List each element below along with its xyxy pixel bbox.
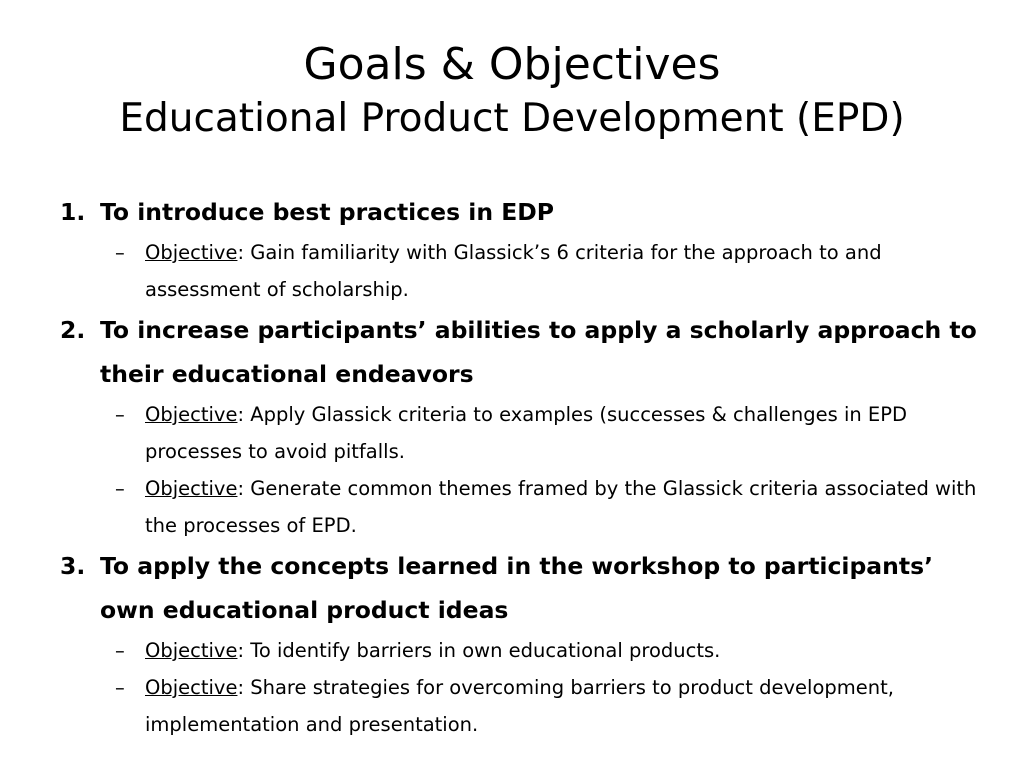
goal-item-2 [60, 308, 995, 396]
dash-bullet: – [115, 403, 125, 426]
objective-item [115, 234, 995, 308]
goal-text: To introduce best practices in EDP [100, 198, 555, 226]
objective-item [115, 396, 995, 470]
goal-number: 3. [60, 552, 86, 580]
slide-subtitle: Educational Product Development (EPD) [119, 96, 905, 141]
objective-item [115, 669, 995, 743]
dash-bullet: – [115, 241, 125, 264]
goal-number: 2. [60, 316, 86, 344]
dash-bullet: – [115, 639, 125, 662]
goal-number: 1. [60, 198, 86, 226]
objective-text: : Apply Glassick criteria to examples (successes & challenges in EPD processes to avoid pitfalls. [145, 403, 908, 463]
objective-item [115, 470, 995, 544]
objective-label: Objective [145, 639, 238, 662]
goal-text: To apply the concepts learned in the workshop to participants’ own educational product ideas [100, 552, 934, 624]
goal-item-3 [60, 544, 995, 632]
dash-bullet: – [115, 676, 125, 699]
goal-item-1 [60, 190, 995, 234]
goal-text: To increase participants’ abilities to apply a scholarly approach to their educational endeavors [100, 316, 977, 388]
objective-item [115, 632, 995, 669]
objective-text: : Share strategies for overcoming barriers to product development, implementation and presentation. [145, 676, 894, 736]
objective-text: : Generate common themes framed by the Glassick criteria associated with the processes of EPD. [145, 477, 977, 537]
objective-label: Objective [145, 403, 238, 426]
objective-label: Objective [145, 676, 238, 699]
slide-title: Goals & Objectives [303, 39, 721, 90]
objective-text: : Gain familiarity with Glassick’s 6 criteria for the approach to and assessment of scholarship. [145, 241, 882, 301]
title-block [0, 38, 1024, 146]
objective-text: : To identify barriers in own educational products. [237, 639, 721, 662]
goals-list [60, 190, 995, 743]
dash-bullet: – [115, 477, 125, 500]
objective-label: Objective [145, 477, 238, 500]
objective-label: Objective [145, 241, 238, 264]
